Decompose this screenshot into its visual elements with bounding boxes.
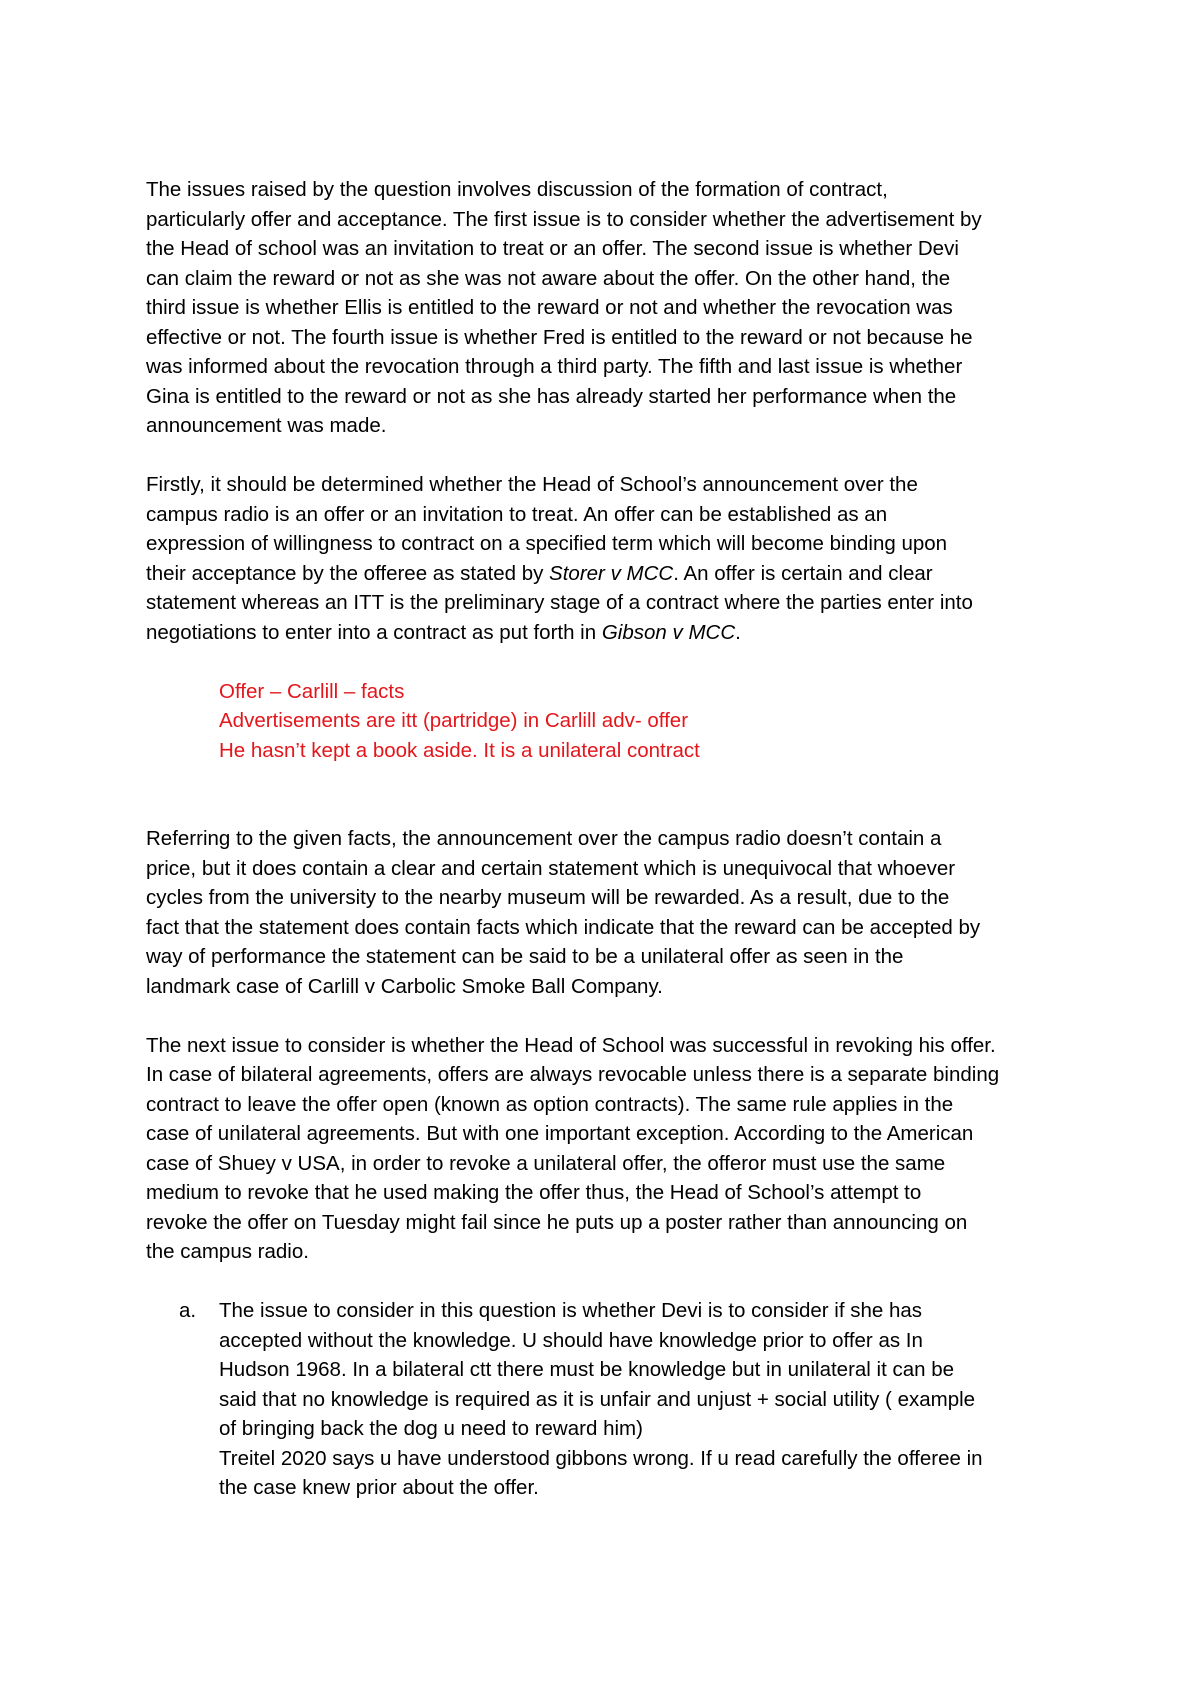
text-line: revoke the offer on Tuesday might fail since he puts up a poster rather than announcing on xyxy=(146,1210,968,1234)
text-line: way of performance the statement can be said to be a unilateral offer as seen in the xyxy=(146,945,904,968)
text-line: fact that the statement does contain facts which indicate that the reward can be accepted by xyxy=(146,915,981,939)
red-notes xyxy=(219,677,1066,766)
text-line: cycles from the university to the nearby museum will be rewarded. As a result, due to the xyxy=(146,886,950,909)
text-line: case of Shuey v USA, in order to revoke a unilateral offer, the offeror must use the same xyxy=(146,1151,946,1175)
text-line: The issue to consider in this question is whether Devi is to consider if she has xyxy=(219,1299,923,1322)
text-line: campus radio is an offer or an invitation to treat. An offer can be established as an xyxy=(146,502,888,526)
text-line: medium to revoke that he used making the offer thus, the Head of School’s attempt to xyxy=(146,1181,922,1204)
text-line: the case knew prior about the offer. xyxy=(219,1476,539,1499)
text-line: announcement was made. xyxy=(146,414,387,437)
text-line: The issues raised by the question involves discussion of the formation of contract, xyxy=(146,178,888,201)
note-line: Offer – Carlill – facts xyxy=(219,679,405,703)
text-line: The next issue to consider is whether the Head of School was successful in revoking his offer. xyxy=(146,1033,996,1057)
document-page xyxy=(146,175,1066,1503)
text-line: the Head of school was an invitation to treat or an offer. The second issue is whether Devi xyxy=(146,237,959,260)
text-line: the campus radio. xyxy=(146,1240,309,1263)
text-line: can claim the reward or not as she was not aware about the offer. On the other hand, the xyxy=(146,266,951,290)
text-line: particularly offer and acceptance. The first issue is to consider whether the advertisement by xyxy=(146,207,982,231)
text-segment: . xyxy=(735,620,741,644)
offer-definition-paragraph xyxy=(146,470,1066,647)
text-line: third issue is whether Ellis is entitled to the reward or not and whether the revocation was xyxy=(146,296,953,319)
text-line: expression of willingness to contract on a specified term which will become binding upon xyxy=(146,532,948,555)
issues-paragraph xyxy=(146,175,1066,441)
text-line: statement whereas an ITT is the preliminary stage of a contract where the parties enter into xyxy=(146,591,973,614)
note-line: Advertisements are itt (partridge) in Carlill adv- offer xyxy=(219,709,689,732)
text-line: Firstly, it should be determined whether the Head of School’s announcement over the xyxy=(146,473,918,496)
text-line: said that no knowledge is required as it is unfair and unjust + social utility ( example xyxy=(219,1387,976,1411)
text-line: accepted without the knowledge. U should have knowledge prior to offer as In xyxy=(219,1328,923,1352)
list-item-a xyxy=(146,1296,1066,1503)
text-line: Treitel 2020 says u have understood gibbons wrong. If u read carefully the offeree in xyxy=(219,1446,983,1470)
text-segment: negotiations to enter into a contract as put forth in xyxy=(146,620,602,644)
note-line: He hasn’t kept a book aside. It is a unilateral contract xyxy=(219,738,700,762)
revocation-paragraph xyxy=(146,1031,1066,1267)
case-name-gibson: Gibson v MCC xyxy=(601,620,736,644)
text-line: price, but it does contain a clear and certain statement which is unequivocal that whoever xyxy=(146,856,956,880)
text-line: effective or not. The fourth issue is whether Fred is entitled to the reward or not because he xyxy=(146,325,973,349)
text-line: landmark case of Carlill v Carbolic Smoke Ball Company. xyxy=(146,974,663,998)
text-segment: . An offer is certain and clear xyxy=(673,561,933,585)
text-line: Gina is entitled to the reward or not as she has already started her performance when the xyxy=(146,384,957,408)
text-line: case of unilateral agreements. But with one important exception. According to the American xyxy=(146,1122,974,1145)
text-line: of bringing back the dog u need to reward him) xyxy=(219,1417,643,1440)
list-marker: a. xyxy=(179,1299,197,1322)
text-line: was informed about the revocation through a third party. The fifth and last issue is whether xyxy=(146,355,963,378)
case-name-storer: Storer v MCC xyxy=(549,561,674,585)
text-line xyxy=(146,618,1066,648)
text-line: contract to leave the offer open (known as option contracts). The same rule applies in the xyxy=(146,1092,954,1116)
text-line: Referring to the given facts, the announcement over the campus radio doesn’t contain a xyxy=(146,827,942,850)
text-segment: their acceptance by the offeree as stated by xyxy=(146,561,550,585)
text-line xyxy=(146,559,1066,589)
text-line: In case of bilateral agreements, offers are always revocable unless there is a separate binding xyxy=(146,1063,1000,1086)
text-line: Hudson 1968. In a bilateral ctt there must be knowledge but in unilateral it can be xyxy=(219,1358,955,1381)
facts-paragraph xyxy=(146,824,1066,1001)
